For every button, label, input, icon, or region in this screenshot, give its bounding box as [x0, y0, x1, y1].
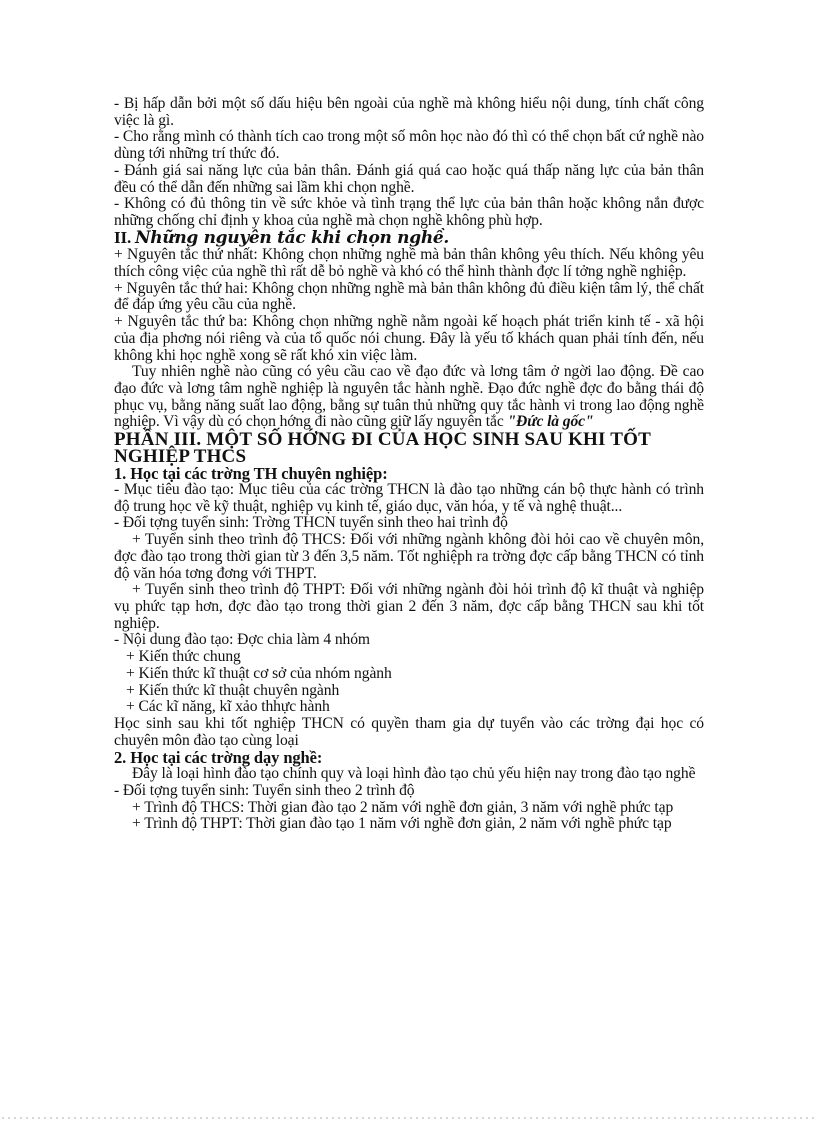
- list-item: + Kiến thức kĩ thuật chuyên ngành: [126, 681, 340, 699]
- paragraph: - Cho rằng mình có thành tích cao trong một số môn học nào đó thì có thể chọn bất cứ nghề nào dùng tới những trí thức đó.: [114, 128, 704, 163]
- motto: "Đức là gốc": [507, 413, 594, 431]
- paragraph: - Đối tợng tuyển sinh: Tuyển sinh theo 2 trình độ: [114, 782, 415, 800]
- subsection-heading: 2. Học tại các trờng dạy nghề:: [114, 748, 323, 768]
- list-item: + Trình độ THPT: Thời gian đào tạo 1 năm với nghề đơn giản, 2 năm với nghề phức tạp: [132, 815, 672, 833]
- subsection-heading: 1. Học tại các trờng TH chuyên nghiệp:: [114, 464, 388, 484]
- paragraph: - Nội dung đào tạo: Đợc chia làm 4 nhóm: [114, 631, 370, 649]
- page-bottom-border: [0, 1117, 816, 1119]
- list-item: + Kiến thức kĩ thuật cơ sở của nhóm ngành: [126, 664, 392, 682]
- list-item: + Trình độ THCS: Thời gian đào tạo 2 năm với nghề đơn giản, 3 năm với nghề phức tạp: [132, 798, 674, 816]
- list-item: + Tuyển sinh theo trình độ THPT: Đối với những ngành đòi hỏi trình độ kĩ thuật và nghiệp vụ phức tạp hơn, đợc đào tạo trong thời gian 2 đến 3 năm, đợc cấp bằng THCN sau khi tốt nghiệp.: [114, 581, 704, 632]
- rule-item: + Nguyên tắc thứ ba: Không chọn những nghề nằm ngoài kế hoạch phát triển kinh tế - xã hội của địa phơng nói riêng và của tổ quốc nói chung. Đây là yếu tố khách quan phải tính đến, nếu không khi học nghề xong sẽ rất khó xin việc làm.: [114, 313, 704, 364]
- closing-text: Tuy nhiên nghề nào cũng có yêu cầu cao về đạo đức và lơng tâm ở ngời lao động. Đề cao đạo đức và lơng tâm nghề nghiệp là nguyên tắc hành nghề. Đạo đức nghề đợc đo bằng thái độ phục vụ, bằng năng suất lao động, bằng sự tuân thủ những quy tắc hành vi trong lao động nghề nghiệp. Vì vậy dù có chọn hớng đi nào cũng giữ lấy nguyên tắc: [114, 363, 704, 431]
- list-item: + Các kĩ năng, kĩ xảo thhực hành: [126, 698, 330, 716]
- part-heading: PHẦN III. MỘT SỐ HỚNG ĐI CỦA HỌC SINH SAU KHI TỐT NGHIỆP THCS: [114, 429, 651, 468]
- section-title: Những nguyên tắc khi chọn nghề.: [135, 227, 450, 248]
- closing-paragraph: [114, 364, 704, 431]
- section-number: II.: [114, 227, 132, 247]
- paragraph: - Đối tợng tuyển sinh: Trờng THCN tuyển sinh theo hai trình độ: [114, 514, 508, 532]
- paragraph: Đây là loại hình đào tạo chính quy và loại hình đào tạo chủ yếu hiện nay trong đào tạo nghề: [132, 765, 696, 783]
- paragraph: - Bị hấp dẫn bởi một số dấu hiệu bên ngoài của nghề mà không hiểu nội dung, tính chất công việc là gì.: [114, 95, 704, 129]
- list-item: + Kiến thức chung: [126, 648, 241, 666]
- section-heading: [114, 227, 704, 248]
- document-page: [114, 96, 704, 833]
- paragraph: Học sinh sau khi tốt nghiệp THCN có quyền tham gia dự tuyển vào các trờng đại học có chuyên môn đào tạo cùng loại: [114, 714, 704, 749]
- rule-item: + Nguyên tắc thứ hai: Không chọn những nghề mà bản thân không đủ điều kiện tâm lý, thể chất để đáp ứng yêu cầu của nghề.: [114, 279, 704, 314]
- rule-item: + Nguyên tắc thứ nhất: Không chọn những nghề mà bản thân không yêu thích. Nếu không yêu thích công việc của nghề thì rất dễ bỏ nghề và khó có thể hình thành đợc lí tởng nghề nghiệp.: [114, 246, 704, 281]
- paragraph: - Đánh giá sai năng lực của bản thân. Đánh giá quá cao hoặc quá thấp năng lực của bản thân đều có thể dẫn đến những sai lầm khi chọn nghề.: [114, 161, 704, 196]
- paragraph: - Không có đủ thông tin về sức khỏe và tình trạng thể lực của bản thân hoặc không nắn được những chống chỉ định y khoa của nghề mà chọn nghề không phù hợp.: [114, 195, 704, 229]
- paragraph: - Mục tiêu đào tạo: Mục tiêu của các trờng THCN là đào tạo những cán bộ thực hành có trình độ trung học về kỹ thuật, nghiệp vụ kinh tế, giáo dục, văn hóa, y tế và nghệ thuật...: [114, 481, 704, 515]
- list-item: + Tuyển sinh theo trình độ THCS: Đối với những ngành không đòi hỏi cao về chuyên môn, đợc đào tạo trong thời gian từ 3 đến 3,5 năm. Tốt nghiệph ra trờng đợc cấp bằng THCN có tỉnh độ văn hóa tơng đơng với THPT.: [114, 531, 704, 582]
